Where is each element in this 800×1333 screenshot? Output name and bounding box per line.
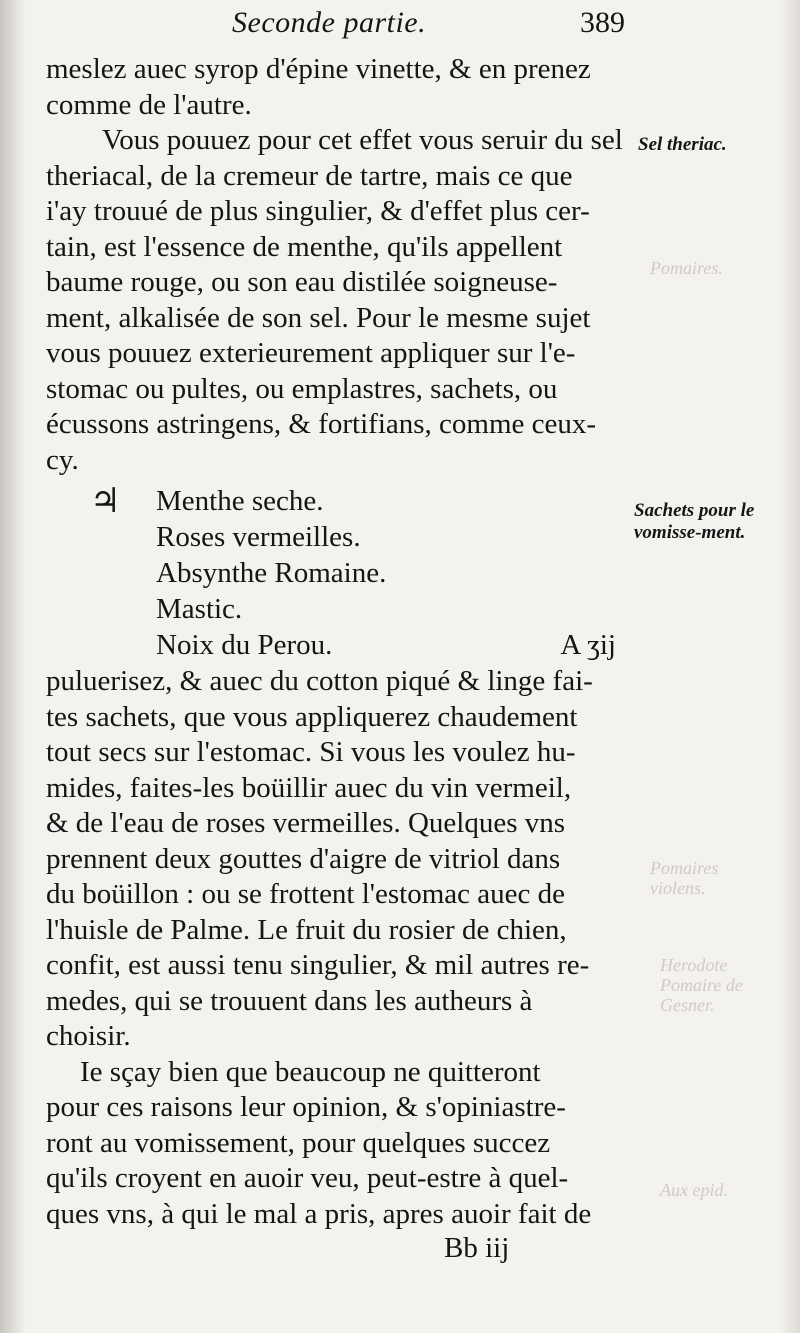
- recipe-item: Roses vermeilles.: [156, 521, 361, 553]
- text-line: tes sachets, que vous appliquerez chaudement: [46, 700, 578, 733]
- text-line: tain, est l'essence de menthe, qu'ils appellent: [46, 230, 563, 263]
- text-line: du boüillon : ou se frottent l'estomac auec de: [46, 878, 566, 910]
- page-number: 389: [580, 6, 625, 39]
- text-line: medes, qui se trouuent dans les autheurs à: [46, 984, 533, 1017]
- text-line: pour ces raisons leur opinion, & s'opiniastre-: [46, 1091, 566, 1123]
- page-edge-shadow-right: [780, 0, 800, 1333]
- recipe-dose: A ʒij: [560, 629, 616, 661]
- text-line: confit, est aussi tenu singulier, & mil autres re-: [46, 949, 590, 981]
- text-line: Ie sçay bien que beaucoup ne quitteront: [80, 1055, 541, 1088]
- recipe-row: [46, 556, 626, 592]
- recipe-item: Absynthe Romaine.: [156, 557, 387, 589]
- signature-mark: Bb iij: [444, 1232, 510, 1264]
- bleed-through-text: Aux epid.: [660, 1180, 728, 1200]
- recipe-item: Noix du Perou.: [156, 629, 333, 661]
- bleed-through-text: Pomaires.: [650, 258, 723, 278]
- text-line: & de l'eau de roses vermeilles. Quelques vns: [46, 807, 566, 839]
- recipe-row: [46, 628, 626, 664]
- text-line: cy.: [46, 443, 79, 476]
- running-title: Seconde partie.: [232, 6, 427, 39]
- text-line: Vous pouuez pour cet effet vous seruir du sel: [102, 124, 623, 156]
- text-line: prennent deux gouttes d'aigre de vitriol dans: [46, 842, 561, 875]
- text-line: choisir.: [46, 1020, 131, 1052]
- recipe-row: [46, 592, 626, 628]
- text-line: ment, alkalisée de son sel. Pour le mesme sujet: [46, 301, 591, 334]
- bleed-through-text: Pomaires violens.: [650, 858, 719, 898]
- recipe-symbol: ♃: [90, 483, 121, 520]
- text-line: ront au vomissement, pour quelques succez: [46, 1126, 551, 1159]
- recipe-row: [46, 484, 626, 520]
- recipe-item: Menthe seche.: [156, 485, 324, 517]
- running-head: [0, 6, 800, 46]
- text-line: comme de l'autre.: [46, 88, 252, 121]
- text-line: stomac ou pultes, ou emplastres, sachets, ou: [46, 372, 558, 405]
- text-line: mides, faites-les boüillir auec du vin vermeil,: [46, 771, 572, 804]
- text-line: i'ay trouué de plus singulier, & d'effet plus cer-: [46, 195, 590, 227]
- page-edge-shadow: [0, 0, 26, 1333]
- text-line: l'huisle de Palme. Le fruit du rosier de chien,: [46, 913, 567, 946]
- text-line: vous pouuez exterieurement appliquer sur l'e-: [46, 337, 576, 369]
- text-line: theriacal, de la cremeur de tartre, mais ce que: [46, 159, 573, 192]
- text-line: meslez auec syrop d'épine vinette, & en prenez: [46, 53, 591, 85]
- recipe-row: [46, 520, 626, 556]
- recipe-item: Mastic.: [156, 593, 243, 625]
- bleed-through-text: Herodote Pomaire de Gesner.: [660, 955, 743, 1015]
- text-line: puluerisez, & auec du cotton piqué & linge fai-: [46, 665, 593, 697]
- text-line: qu'ils croyent en auoir veu, peut-estre à quel-: [46, 1162, 569, 1194]
- margin-note: Sel theriac.: [638, 134, 727, 155]
- margin-note: Sachets pour le vomisse-ment.: [634, 500, 755, 543]
- text-line: écussons astringens, & fortifians, comme ceux-: [46, 408, 597, 440]
- text-line: baume rouge, ou son eau distilée soigneuse-: [46, 266, 558, 298]
- main-text: [46, 52, 626, 1232]
- text-line: tout secs sur l'estomac. Si vous les voulez hu-: [46, 736, 576, 768]
- recipe-list: [46, 484, 626, 664]
- text-line: ques vns, à qui le mal a pris, apres auoir fait de: [46, 1197, 592, 1230]
